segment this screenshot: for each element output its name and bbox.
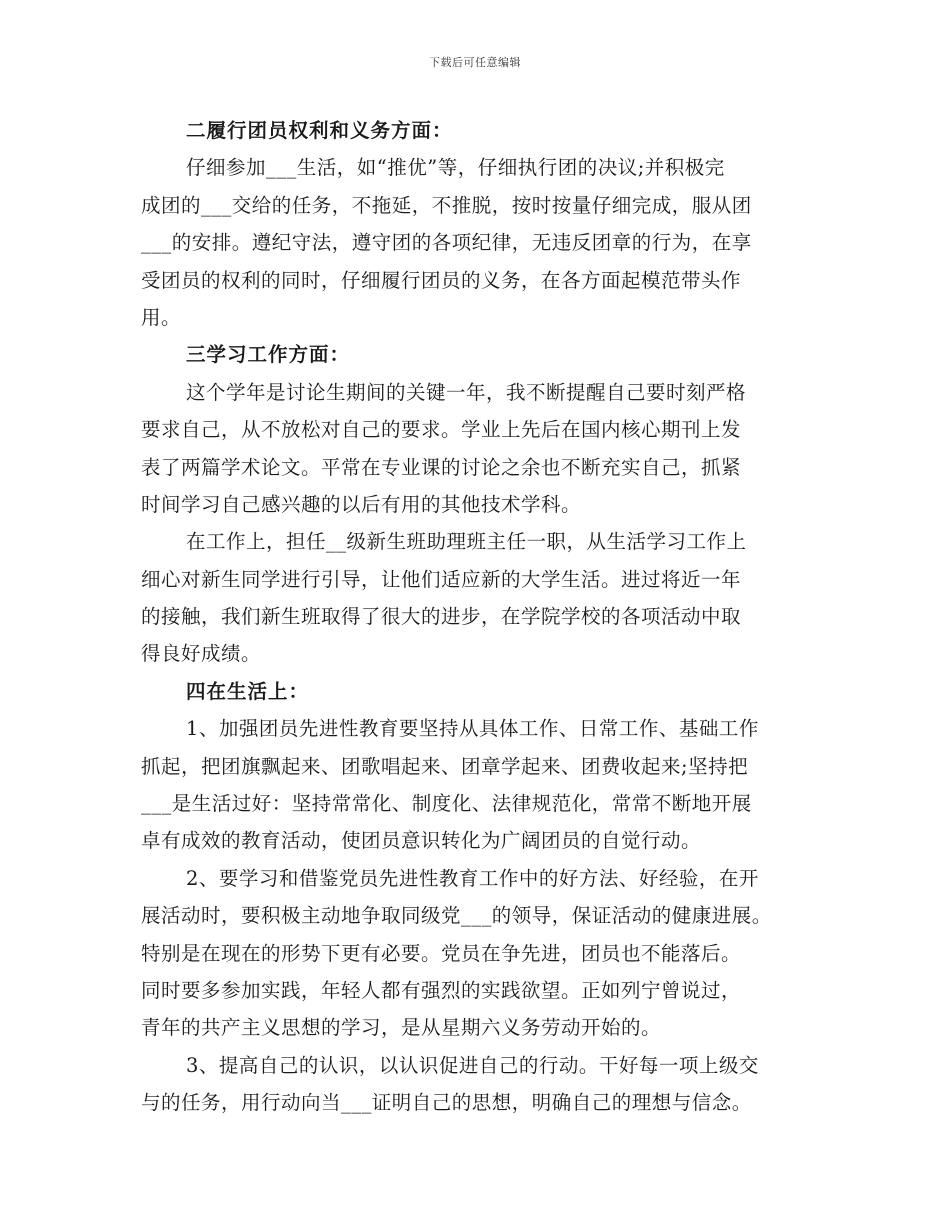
paragraph-line: 成团的___交给的任务，不拖延，不推脱，按时按量仔细完成，服从团 [141,193,752,217]
paragraph-line: 卓有成效的教育活动，使团员意识转化为广阔团员的自觉行动。 [141,829,702,853]
paragraph-line: 时间学习自己感兴趣的以后有用的其他技术学科。 [141,492,582,516]
paragraph-line: 得良好成绩。 [141,642,262,666]
paragraph-line: 同时要多参加实践，年轻人都有强烈的实践欲望。正如列宁曾说过， [141,978,742,1002]
paragraph-line: 特别是在现在的形势下更有必要。党员在争先进，团员也不能落后。 [141,941,742,965]
paragraph-line: 要求自己，从不放松对自己的要求。学业上先后在国内核心期刊上发 [141,418,742,442]
paragraph-line: 仔细参加___生活，如“推优”等，仔细执行团的决议;并积极完 [186,156,725,180]
page-header-note: 下载后可任意编辑 [429,56,521,69]
paragraph-line: 2、要学习和借鉴党员先进性教育工作中的好方法、好经验，在开 [186,866,759,890]
paragraph-line: 抓起，把团旗飘起来、团歌唱起来、团章学起来、团费收起来;坚持把 [141,754,749,778]
paragraph-line: 受团员的权利的同时，仔细履行团员的义务，在各方面起模范带头作 [141,268,742,292]
paragraph-line: 展活动时，要积极主动地争取同级党___的领导，保证活动的健康进展。 [141,904,772,928]
paragraph-line: 与的任务，用行动向当___证明自己的思想，明确自己的理想与信念。 [141,1091,752,1115]
paragraph-line: 3、提高自己的认识，以认识促进自己的行动。干好每一项上级交 [186,1053,759,1077]
paragraph-line: 1、加强团员先进性教育要坚持从具体工作、日常工作、基础工作 [186,717,759,741]
paragraph-line: 表了两篇学术论文。平常在专业课的讨论之余也不断充实自己，抓紧 [141,455,742,479]
section-heading: 三学习工作方面： [186,343,351,367]
paragraph-line: 在工作上，担任__级新生班助理班主任一职，从生活学习工作上 [186,530,747,554]
section-heading: 四在生活上： [186,679,310,703]
paragraph-line: 的接触，我们新生班取得了很大的进步，在学院学校的各项活动中取 [141,605,742,629]
paragraph-line: 细心对新生同学进行引导，让他们适应新的大学生活。进过将近一年 [141,567,742,591]
paragraph-line: ___的安排。遵纪守法，遵守团的各项纪律，无违反团章的行为，在享 [141,231,752,255]
section-heading: 二履行团员权利和义务方面： [186,119,453,142]
paragraph-line: ___是生活过好：坚持常常化、制度化、法律规范化，常常不断地开展 [141,792,752,816]
paragraph-line: 用。 [141,305,182,329]
paragraph-line: 这个学年是讨论生期间的关键一年，我不断提醒自己要时刻严格 [186,380,747,404]
document-body [141,112,821,1122]
paragraph-line: 青年的共产主义思想的学习，是从星期六义务劳动开始的。 [141,1016,662,1040]
